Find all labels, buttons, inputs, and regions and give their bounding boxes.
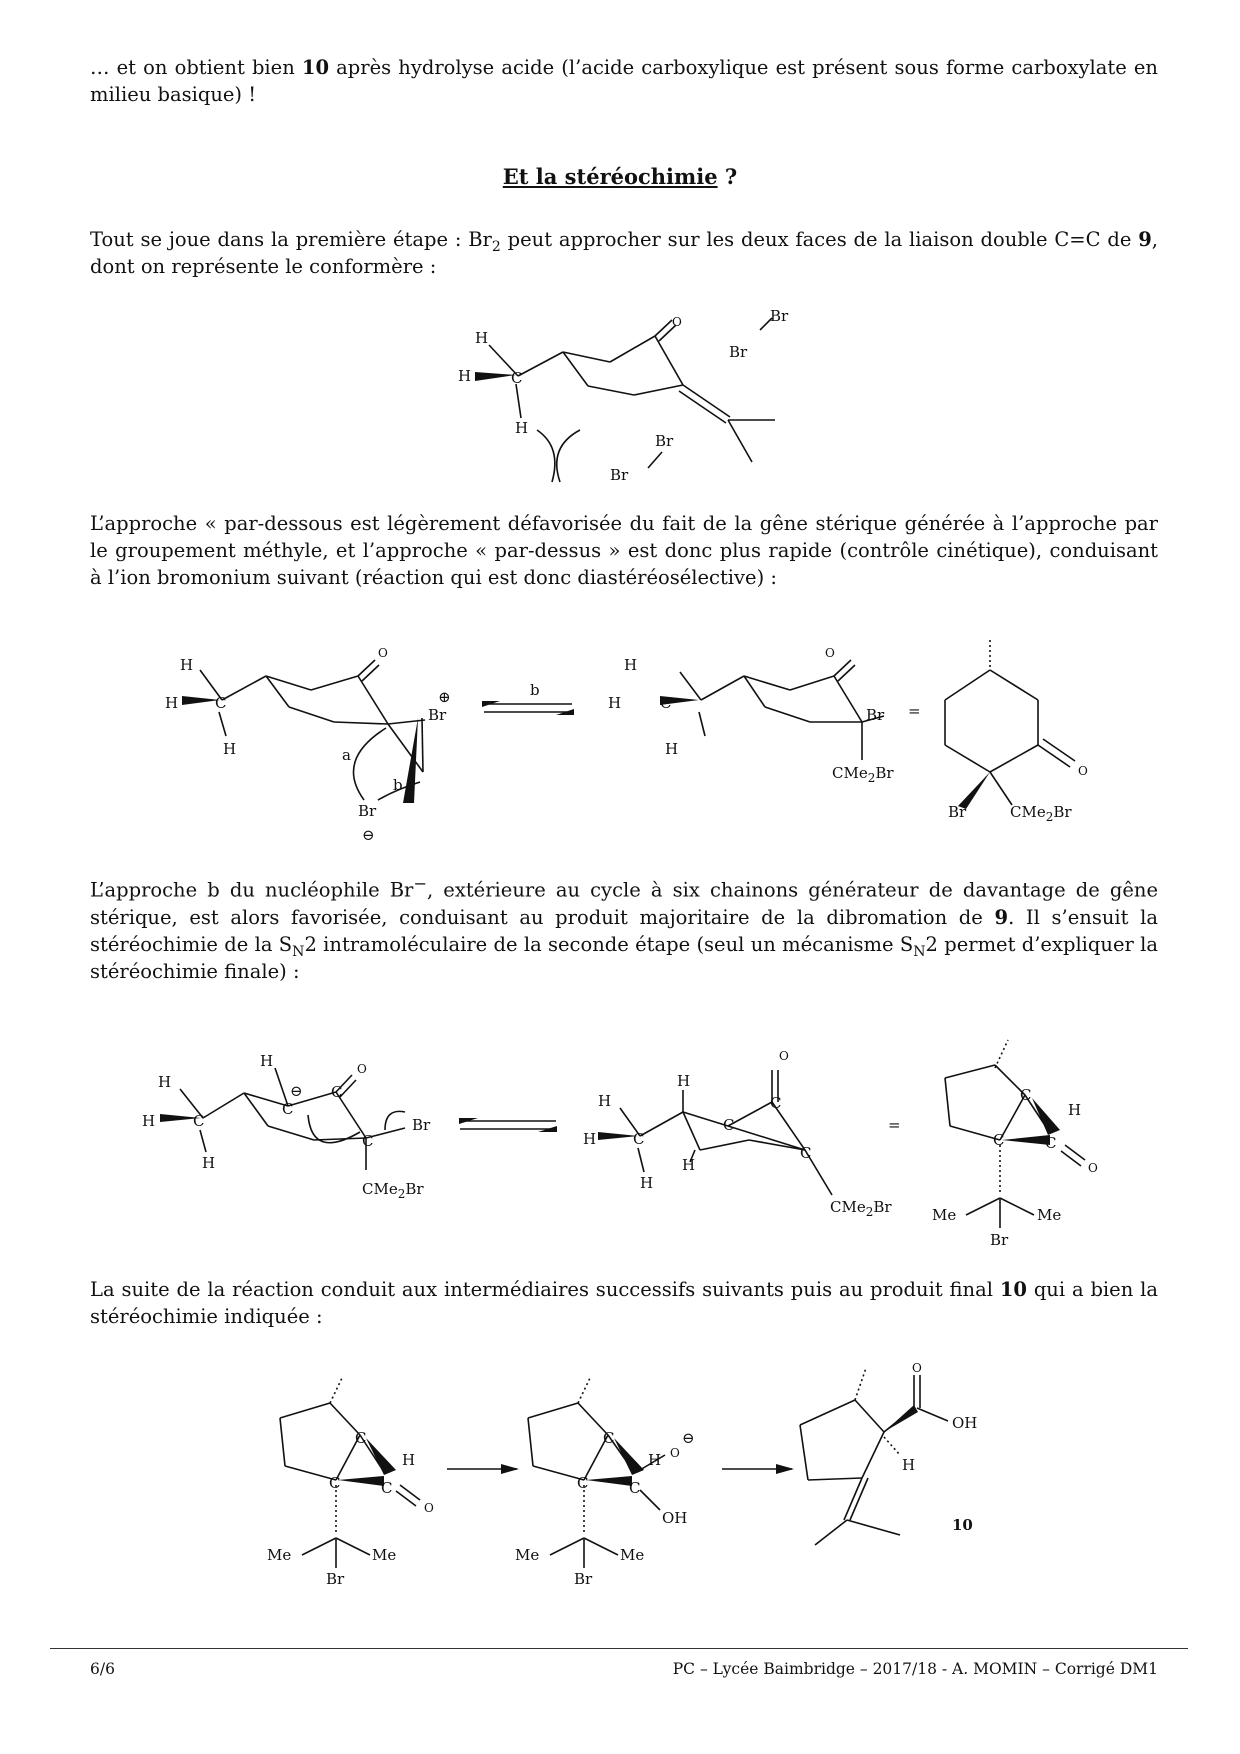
atom-me: Me [620,1546,645,1564]
atom-c: C [511,369,523,387]
atom-c: C [577,1474,589,1492]
sn2-scheme [140,1040,1110,1250]
atom-h: H [608,694,622,712]
atom-h: H [475,329,489,347]
atom-br: Br [358,802,377,820]
atom-br: Br [428,706,447,724]
atom-c: C [770,1094,782,1112]
hydroxyl-label: OH [662,1509,688,1527]
atom-br: Br [729,343,748,361]
atom-h: H [402,1451,416,1469]
atom-o: O [825,646,835,660]
atom-br: Br [655,432,674,450]
atom-c: C [1045,1134,1057,1152]
atom-h: H [583,1130,597,1148]
paragraph-intermediates: La suite de la réaction conduit aux intermédiaires successifs suivants puis au produit final 10 qui a bien la stéréochimie indiquée : [90,1278,1158,1328]
substituent-cme2br: CMe$_2$Br [362,1180,424,1201]
substituent-cme2br: CMe$_2$Br [1010,803,1072,824]
atom-me: Me [515,1546,540,1564]
section-title: Et la stéréochimie ? [502,164,738,189]
equals-sign: = [888,1116,901,1134]
arrow-label: a [342,746,351,764]
minus-charge-icon: ⊖ [290,1082,303,1100]
final-product-scheme [260,1350,990,1600]
atom-br: Br [990,1231,1009,1249]
atom-c: C [215,694,227,712]
atom-me: Me [267,1546,292,1564]
compound-label: 10 [952,1516,973,1534]
atom-h: H [158,1073,172,1091]
atom-br: Br [610,466,629,484]
atom-me: Me [372,1546,397,1564]
atom-me: Me [1037,1206,1062,1224]
page-number: 6/6 [90,1660,115,1678]
conformer-scheme [440,300,800,490]
atom-o: O [779,1049,789,1063]
atom-h: H [665,740,679,758]
atom-h: H [598,1092,612,1110]
minus-charge-icon: ⊖ [682,1429,695,1447]
substituent-cme2br: CMe$_2$Br [830,1198,892,1219]
atom-h: H [202,1154,216,1172]
atom-c: C [633,1130,645,1148]
atom-h: H [1068,1101,1082,1119]
arrow-label: b [393,776,403,794]
atom-h: H [223,740,237,758]
substituent-cme2br: CMe$_2$Br [832,764,894,785]
bromonium-scheme [150,630,1110,850]
atom-o: O [670,1446,680,1460]
atom-me: Me [932,1206,957,1224]
paragraph-first-step: Tout se joue dans la première étape : $Br_2$ peut approcher sur les deux faces de la liaison double C=C de 9, dont on représente le conformère : [90,228,1158,278]
atom-h: H [515,419,529,437]
atom-br: Br [948,803,967,821]
atom-o: O [672,315,682,329]
atom-c: C [629,1479,641,1497]
atom-c: C [355,1429,367,1447]
atom-o: O [1078,764,1088,778]
atom-br: Br [574,1570,593,1588]
atom-h: H [682,1156,696,1174]
atom-c: C [362,1132,374,1150]
paragraph-nucleophile: L’approche b du nucléophile Br−, extérieure au cycle à six chainons générateur de davantage de gêne stérique, est alors favorisée, conduisant au produit majoritaire de la dibromation de 9. Il s’ensuit la stéréochimie de la $S_N2$ intramoléculaire de la seconde étape (seul un mécanisme $S_N2$ permet d’expliquer la stéréochimie finale) : [90,874,1158,983]
atom-o: O [378,646,388,660]
atom-br: Br [326,1570,345,1588]
atom-h: H [458,367,472,385]
atom-c: C [329,1474,341,1492]
atom-c: C [603,1429,615,1447]
atom-h: H [260,1052,274,1070]
minus-charge-icon: ⊖ [362,826,375,844]
footer-credit: PC – Lycée Baimbridge – 2017/18 - A. MOMIN – Corrigé DM1 [672,1660,1158,1678]
equals-sign: = [908,702,921,720]
atom-h: H [180,656,194,674]
atom-h: H [902,1456,916,1474]
atom-h: H [640,1174,654,1192]
atom-h: H [624,656,638,674]
atom-c: C [1020,1086,1032,1104]
footer-rule [50,1648,1188,1649]
arrow-label: b [530,681,540,699]
atom-h: H [165,694,179,712]
atom-c: C [381,1479,393,1497]
atom-c: C [660,694,672,712]
atom-o: O [424,1501,434,1515]
atom-c: C [993,1131,1005,1149]
atom-o: O [357,1062,367,1076]
atom-c: C [282,1100,294,1118]
atom-br: Br [412,1116,431,1134]
atom-o: O [1088,1161,1098,1175]
atom-h: H [677,1072,691,1090]
atom-c: C [723,1116,735,1134]
atom-br: Br [866,706,885,724]
plus-charge-icon: ⊕ [438,688,451,706]
atom-c: C [331,1083,343,1101]
atom-h: H [648,1451,662,1469]
compound-ref: 10 [301,56,330,79]
paragraph-approach: L’approche « par-dessous est légèrement défavorisée du fait de la gêne stérique générée à l’approche par le groupement méthyle, et l’approche « par-dessus » est donc plus rapide (contrôle cinétique), conduisant à l’ion bromonium suivant (réaction qui est donc diastéréosélective) : [90,512,1158,589]
atom-o: O [912,1361,922,1375]
paragraph-hydrolysis: … et on obtient bien 10 après hydrolyse acide (l’acide carboxylique est présent sous forme carboxylate en milieu basique) ! [90,56,1158,106]
hydroxyl-label: OH [952,1414,978,1432]
atom-c: C [193,1112,205,1130]
atom-br: Br [770,307,789,325]
atom-c: C [800,1144,812,1162]
atom-h: H [142,1112,156,1130]
